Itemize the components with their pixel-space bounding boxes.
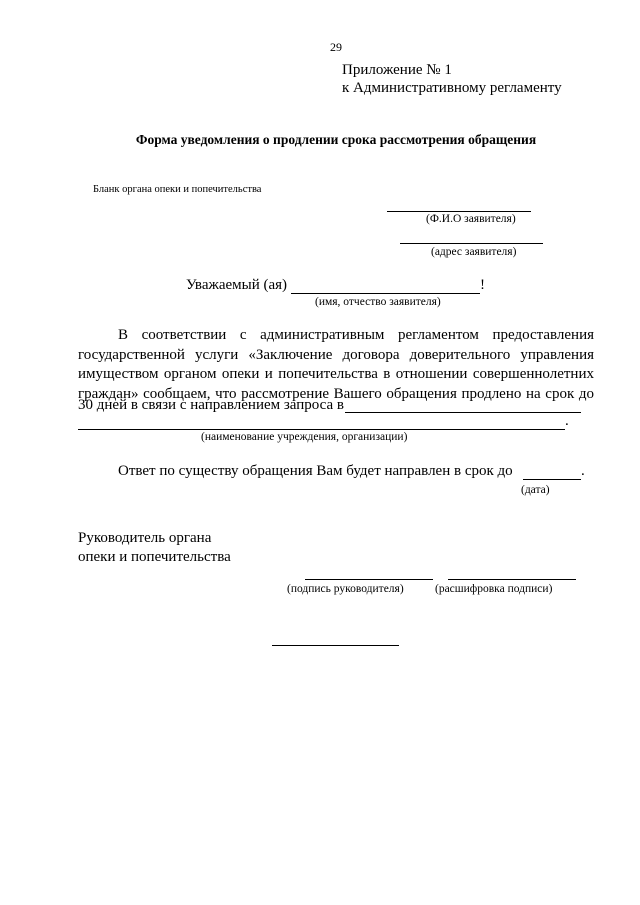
answer-date-caption: (дата) [521, 484, 550, 496]
signature-decoding-caption: (расшифровка подписи) [435, 583, 553, 595]
notice-line: имуществом органом опеки и попечительства в отношении совершеннолетних [78, 366, 594, 382]
head-title-line2: опеки и попечительства [78, 549, 231, 565]
appendix-label: Приложение № 1 [342, 62, 452, 78]
form-title: Форма уведомления о продлении срока рассмотрения обращения [135, 132, 537, 147]
salutation-name-line [291, 293, 480, 294]
institution-caption: (наименование учреждения, организации) [201, 431, 408, 443]
answer-end: . [581, 463, 585, 479]
signature-decoding-line [448, 579, 576, 580]
head-title-line1: Руководитель органа [78, 530, 212, 546]
institution-line-2 [78, 429, 565, 430]
institution-line-1 [345, 412, 581, 413]
notice-line: В соответствии с административным регламентом предоставления [118, 327, 594, 343]
salutation-caption: (имя, отчество заявителя) [315, 296, 441, 308]
recipient-name-caption: (Ф.И.О заявителя) [426, 213, 516, 225]
recipient-address-line [400, 243, 543, 244]
salutation-exclamation: ! [480, 277, 485, 293]
signature-line [305, 579, 433, 580]
letterhead-label: Бланк органа опеки и попечительства [93, 184, 262, 195]
notice-line: граждан» сообщаем, что рассмотрение Вашего обращения продлено на срок до [78, 385, 594, 402]
appendix-regulation-ref: к Административному регламенту [342, 80, 562, 96]
closing-separator-line [272, 645, 399, 646]
institution-line-end: . [565, 413, 569, 429]
notice-last-line: 30 дней в связи с направлением запроса в [78, 397, 345, 413]
answer-text: Ответ по существу обращения Вам будет направлен в срок до [118, 463, 513, 479]
salutation-text: Уважаемый (ая) [186, 277, 288, 293]
recipient-address-caption: (адрес заявителя) [431, 246, 517, 258]
answer-date-line [523, 479, 581, 480]
notice-line: государственной услуги «Заключение договора доверительного управления [78, 346, 594, 363]
page-number: 29 [330, 40, 342, 54]
signature-caption: (подпись руководителя) [287, 583, 404, 595]
notice-paragraph [78, 326, 594, 404]
recipient-name-line [387, 211, 531, 212]
